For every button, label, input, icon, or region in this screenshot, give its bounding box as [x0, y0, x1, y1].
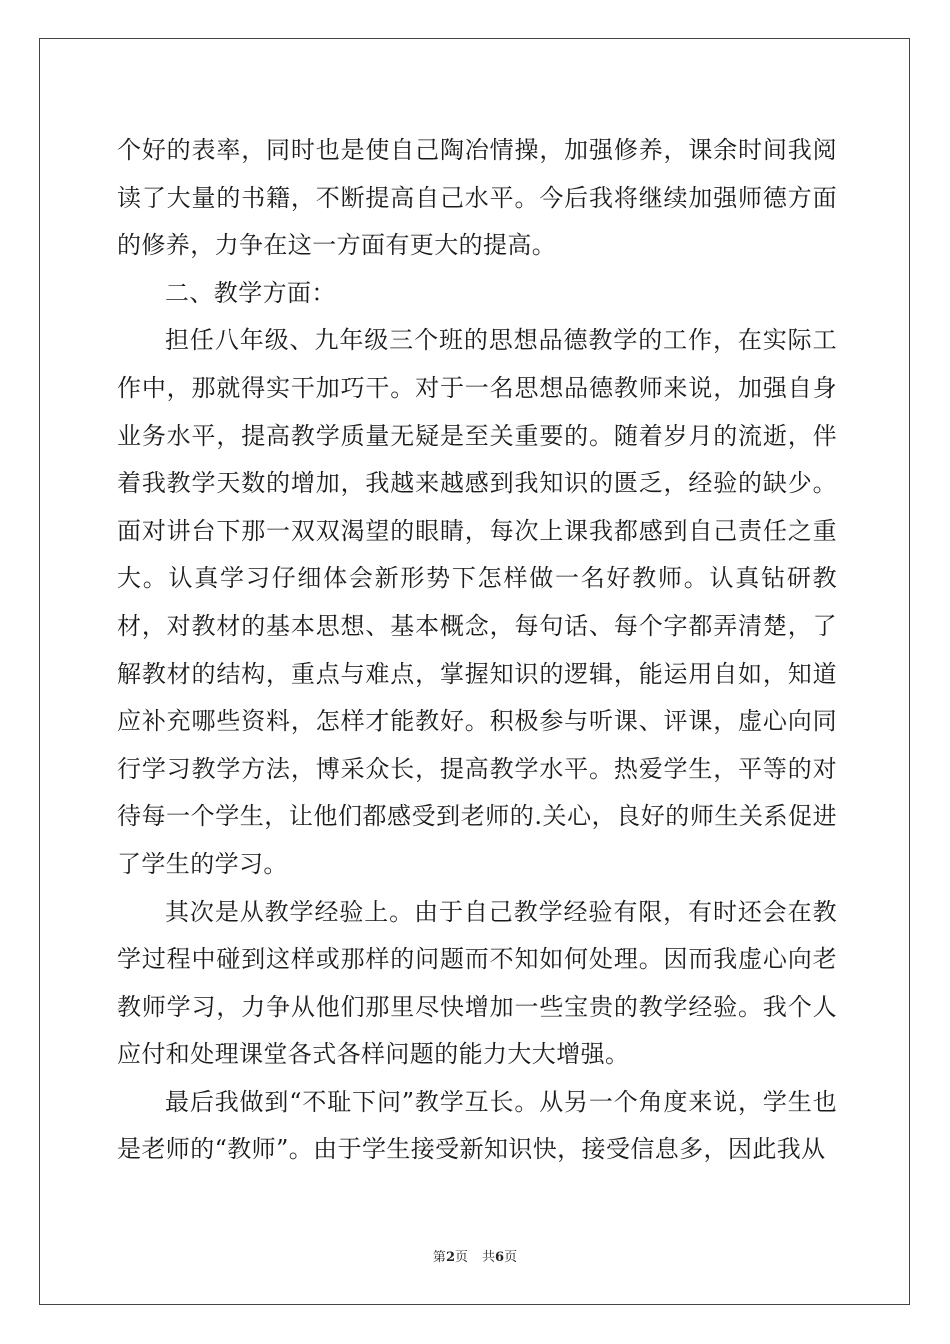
page-number: 2: [445, 1250, 455, 1265]
total-suffix: 页: [504, 1250, 518, 1265]
section-heading-teaching: 二、教学方面：: [165, 278, 336, 307]
paragraph-3: 担任八年级、九年级三个班的思想品德教学的工作，在实际工作中，那就得实干加巧干。对于一名思想品德教师来说，加强自身业务水平，提高教学质量无疑是至关重要的。随着岁月的流逝，伴着我教学天数的增加，我越来越感到我知识的匮乏，经验的缺少。面对讲台下那一双双渴望的眼睛，每次上课我都感到自己责任之重大。认真学习仔细体会新形势下怎样做一名好教师。认真钻研教材，对教材的基本思想、基本概念，每句话、每个字都弄清楚，了解教材的结构，重点与难点，掌握知识的逻辑，能运用自如，知道应补充哪些资料，怎样才能教好。积极参与听课、评课，虚心向同行学习教学方法，博采众长，提高教学水平。热爱学生，平等的对待每一个学生，让他们都感受到老师的.关心，良好的师生关系促进了学生的学习。: [117, 326, 837, 878]
page-footer: [0, 1246, 950, 1265]
page-prefix: 第: [432, 1250, 446, 1265]
document-body: [117, 127, 837, 1174]
total-pages: 6: [495, 1250, 505, 1265]
paragraph-1: 个好的表率，同时也是使自己陶冶情操，加强修养，课余时间我阅读了大量的书籍，不断提高自己水平。今后我将继续加强师德方面的修养，力争在这一方面有更大的提高。: [117, 136, 837, 260]
paragraph-5: 最后我做到“不耻下问”教学互长。从另一个角度来说，学生也是老师的“教师”。由于学生接受新知识快，接受信息多，因此我从: [117, 1087, 837, 1164]
total-prefix: 共: [482, 1250, 496, 1265]
page-suffix: 页: [454, 1250, 468, 1265]
paragraph-4: 其次是从教学经验上。由于自己教学经验有限，有时还会在教学过程中碰到这样或那样的问题而不知如何处理。因而我虚心向老教师学习，力争从他们那里尽快增加一些宝贵的教学经验。我个人应付和处理课堂各式各样问题的能力大大增强。: [117, 897, 837, 1069]
